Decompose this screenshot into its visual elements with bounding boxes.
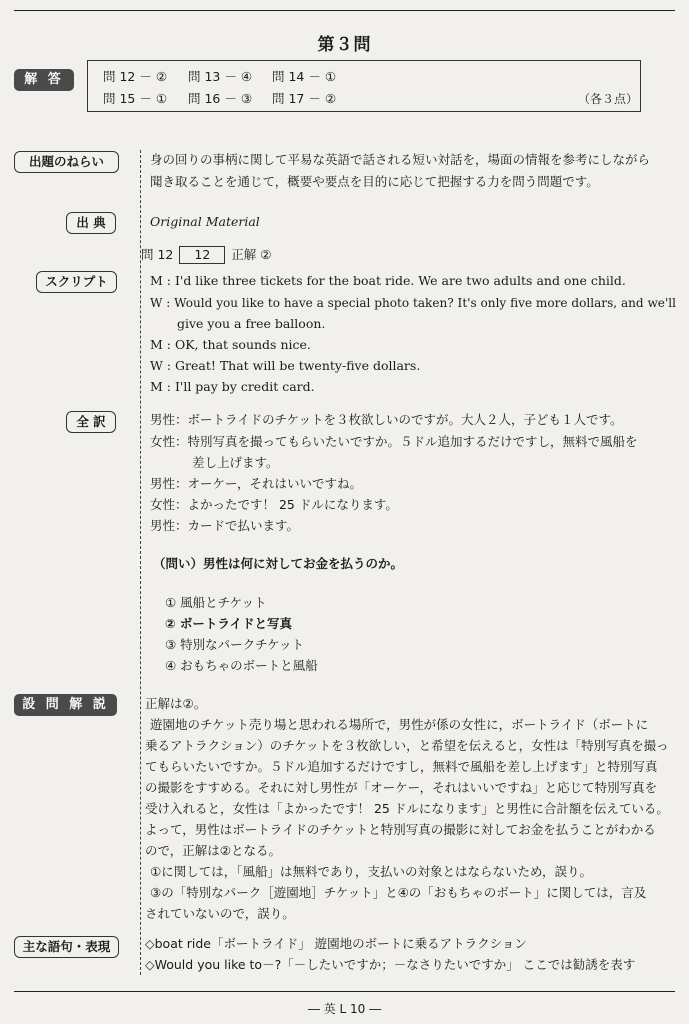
explanation-line: の撮影をすすめる。それに対し男性が「オーケー，それはいいですね」と応じて特別写真を	[145, 780, 658, 795]
choice-item: ① 風船とチケット	[165, 595, 267, 610]
phrase-line: ◇Would you like to－?「－したいですか；－なさりたいですか」 ここでは勧誘を表す	[145, 957, 636, 972]
answer-item: 問 16 － ③	[188, 91, 253, 106]
script-line: give you a free balloon.	[177, 316, 326, 331]
question-number: 問 12	[141, 247, 174, 262]
aim-label: 出題のねらい	[14, 151, 119, 173]
translation-label: 全 訳	[66, 411, 116, 433]
translation-line: 女性：特別写真を撮ってもらいたいですか。５ドル追加するだけですし，無料で風船を	[150, 434, 638, 449]
explanation-line: されていないので，誤り。	[145, 906, 295, 921]
dashed-divider	[140, 150, 141, 975]
question-heading	[141, 244, 271, 265]
top-rule	[14, 10, 675, 11]
question-box: 12	[179, 246, 225, 264]
explanation-label: 設 問 解 説	[14, 694, 117, 716]
script-line: M : I'll pay by credit card.	[150, 379, 315, 394]
answer-item: 問 12 － ②	[103, 69, 168, 84]
script-label: スクリプト	[36, 271, 117, 293]
answers-label: 解 答	[14, 69, 74, 91]
translation-line: 差し上げます。	[192, 455, 279, 470]
answer-item: 問 15 － ①	[103, 91, 168, 106]
answer-box	[87, 60, 641, 112]
answer-item: 問 13 － ④	[188, 69, 253, 84]
aim-line: 聞き取ることを通じて，概要や要点を目的に応じて把握する力を問う問題です。	[150, 174, 599, 189]
choice-item: ③ 特別なパークチケット	[165, 637, 305, 652]
page-number: ― 英 L 10 ―	[307, 1002, 382, 1016]
explanation-line: 遊園地のチケット売り場と思われる場所で，男性が係の女性に，ボートライド（ボートに	[150, 717, 649, 732]
phrases-label: 主な語句・表現	[14, 936, 119, 958]
translation-line: 女性：よかったです！ 25 ドルになります。	[150, 497, 398, 512]
answer-item: 問 14 － ①	[272, 69, 337, 84]
translation-line: 男性：オーケー，それはいいですね。	[150, 476, 363, 491]
translation-line: 男性：ボートライドのチケットを３枚欲しいのですが。大人２人，子ども１人です。	[150, 412, 623, 427]
aim-line: 身の回りの事柄に関して平易な英語で話される短い対話を，場面の情報を参考にしながら	[150, 152, 651, 167]
correct-answer: 正解 ②	[231, 247, 272, 262]
script-line: W : Would you like to have a special photo taken? It's only five more dollars, and we'll	[150, 295, 676, 310]
script-line: W : Great! That will be twenty-five dollars.	[150, 358, 421, 373]
explanation-line: ①に関しては，「風船」は無料であり，支払いの対象とはならないため，誤り。	[150, 864, 592, 879]
translation-question: （問い）男性は何に対してお金を払うのか。	[153, 556, 404, 571]
choice-item: ④ おもちゃのボートと風船	[165, 658, 318, 673]
bottom-rule	[14, 991, 675, 992]
source-text: Original Material	[150, 214, 260, 229]
explanation-line: てもらいたいですか。５ドル追加するだけですし，無料で風船を差し上げます」と特別写真	[145, 759, 658, 774]
answer-item: 問 17 － ②	[272, 91, 337, 106]
script-line: M : I'd like three tickets for the boat ride. We are two adults and one child.	[150, 273, 626, 288]
phrase-line: ◇boat ride「ボートライド」 遊園地のボートに乗るアトラクション	[145, 936, 527, 951]
explanation-line: ③の「特別なパーク［遊園地］チケット」と④の「おもちゃのボート」に関しては，言及	[150, 885, 647, 900]
explanation-line: 乗るアトラクション）のチケットを３枚欲しい，と希望を伝えると，女性は「特別写真を撮っ	[145, 738, 669, 753]
explanation-line: 正解は②。	[145, 696, 207, 711]
page-title: 第３問	[317, 35, 372, 55]
points-note: （各３点）	[578, 92, 639, 106]
explanation-line: 受け入れると，女性は「よかったです！ 25 ドルになります」と男性に合計額を伝えている。	[145, 801, 669, 816]
choice-item-correct: ② ボートライドと写真	[165, 616, 293, 631]
translation-line: 男性：カードで払います。	[150, 518, 300, 533]
source-label: 出 典	[66, 212, 116, 234]
explanation-line: よって，男性はボートライドのチケットと特別写真の撮影に対してお金を払うことがわかる	[145, 822, 656, 837]
script-line: M : OK, that sounds nice.	[150, 337, 311, 352]
explanation-line: ので，正解は②となる。	[145, 843, 281, 858]
